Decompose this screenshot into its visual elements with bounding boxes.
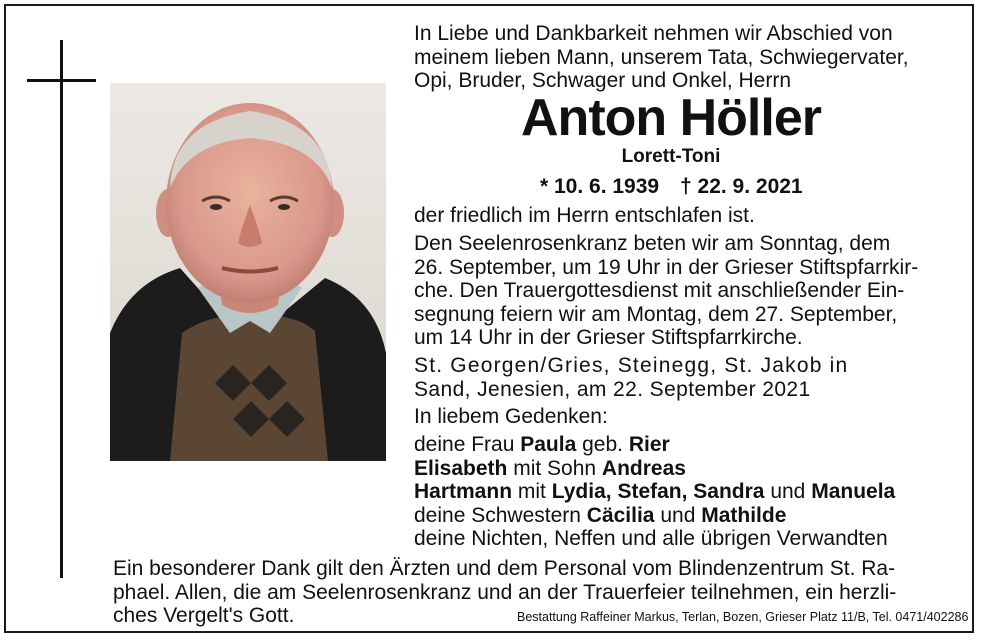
- memory-heading: In liebem Gedenken:: [414, 405, 608, 428]
- intro-line: meinem lieben Mann, unserem Tata, Schwiegervater,: [414, 45, 909, 69]
- service-line: um 14 Uhr in der Grieser Stiftspfarrkirche.: [414, 326, 803, 349]
- thanks-line: ches Vergelt's Gott.: [113, 604, 295, 627]
- passed-line: der friedlich im Herrn entschlafen ist.: [414, 204, 755, 227]
- intro-line: Opi, Bruder, Schwager und Onkel, Herrn: [414, 69, 792, 92]
- place-date-text: [414, 354, 848, 401]
- death-date: † 22. 9. 2021: [680, 175, 803, 198]
- cross-horizontal-bar: [27, 79, 96, 82]
- place-line: St. Georgen/Gries, Steinegg, St. Jakob in: [414, 354, 849, 377]
- thanks-line: Ein besonderer Dank gilt den Ärzten und dem Personal vom Blindenzentrum St. Ra-: [113, 557, 896, 580]
- mourner-name: Manuela: [811, 480, 896, 503]
- portrait-photo: [110, 83, 386, 461]
- mourner-line: [414, 504, 895, 528]
- funeral-home-footer: Bestattung Raffeiner Markus, Terlan, Bozen, Grieser Platz 11/B, Tel. 0471/402286: [517, 610, 969, 624]
- service-text: [414, 232, 918, 350]
- service-line: segnung feiern wir am Montag, dem 27. September,: [414, 302, 898, 326]
- mourner-text: mit: [512, 480, 552, 503]
- intro-line: In Liebe und Dankbarkeit nehmen wir Abschied von: [414, 22, 893, 45]
- mourners-list: [414, 433, 895, 551]
- mourner-name: Andreas: [601, 456, 686, 480]
- mourner-text: und: [654, 503, 702, 527]
- mourner-text: deine Frau: [414, 433, 521, 456]
- cross-vertical-bar: [60, 40, 63, 578]
- deceased-nickname: Lorett-Toni: [621, 146, 721, 167]
- mourner-line: deine Nichten, Neffen und alle übrigen Verwandten: [414, 527, 888, 550]
- mourner-name: Mathilde: [701, 503, 787, 527]
- service-line: 26. September, um 19 Uhr in der Grieser Stiftspfarrkir-: [414, 255, 919, 279]
- mourner-line: [414, 480, 895, 504]
- mourner-name: Lydia, Stefan, Sandra: [551, 480, 765, 503]
- intro-text: [414, 22, 909, 93]
- service-line: che. Den Trauergottesdienst mit anschließender Ein-: [414, 279, 905, 302]
- mourner-name: Cäcilia: [586, 503, 655, 527]
- mourner-name: Paula: [520, 433, 577, 456]
- mourner-name: Elisabeth: [414, 456, 508, 480]
- mourner-text: und: [764, 480, 812, 503]
- birth-date: * 10. 6. 1939: [540, 175, 660, 198]
- place-line: Sand, Jenesien, am 22. September 2021: [414, 377, 811, 401]
- mourner-name: Rier: [628, 433, 670, 456]
- mourner-text: deine Schwestern: [414, 503, 587, 527]
- mourner-line: [414, 457, 895, 481]
- mourner-text: mit Sohn: [507, 456, 602, 480]
- mourner-text: geb.: [576, 433, 629, 456]
- deceased-name: Anton Höller: [521, 89, 821, 147]
- thanks-line: phael. Allen, die am Seelenrosenkranz und an der Trauerfeier teilnehmen, ein herzli-: [113, 580, 897, 604]
- mourner-name: Hartmann: [414, 480, 513, 503]
- mourner-line: [414, 433, 895, 457]
- service-line: Den Seelenrosenkranz beten wir am Sonntag, dem: [414, 232, 891, 255]
